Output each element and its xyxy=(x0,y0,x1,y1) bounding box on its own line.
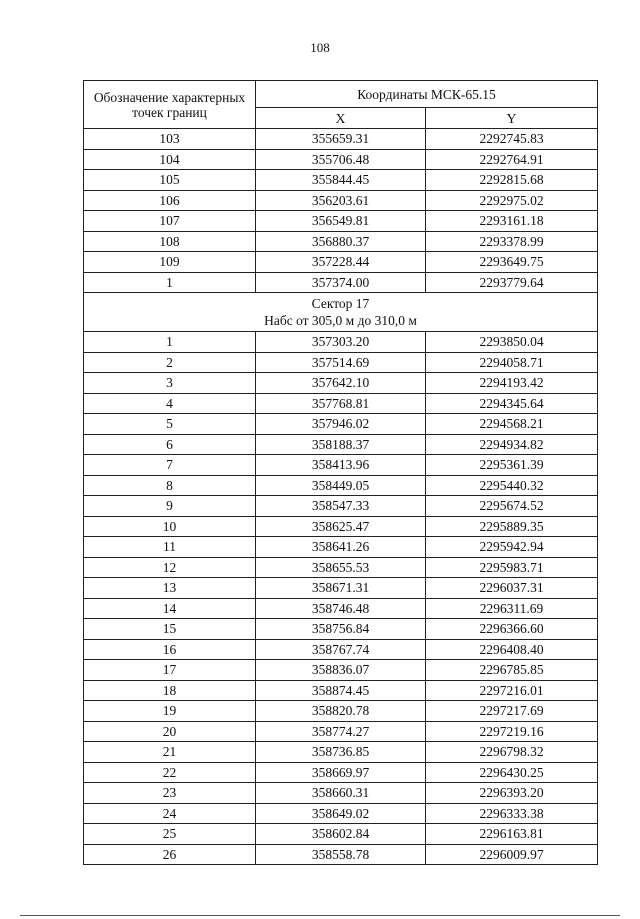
x-cell: 358413.96 xyxy=(256,455,426,476)
point-id-cell: 16 xyxy=(84,639,256,660)
y-cell: 2296393.20 xyxy=(426,783,598,804)
header-y: Y xyxy=(426,108,598,129)
table-row xyxy=(84,252,598,273)
table-row xyxy=(84,578,598,599)
x-cell: 358655.53 xyxy=(256,557,426,578)
x-cell: 357303.20 xyxy=(256,332,426,353)
point-id-cell: 14 xyxy=(84,598,256,619)
y-cell: 2296333.38 xyxy=(426,803,598,824)
table-row xyxy=(84,475,598,496)
table-row xyxy=(84,393,598,414)
point-id-cell: 108 xyxy=(84,231,256,252)
y-cell: 2294345.64 xyxy=(426,393,598,414)
y-cell: 2296037.31 xyxy=(426,578,598,599)
point-id-cell: 12 xyxy=(84,557,256,578)
x-cell: 358641.26 xyxy=(256,537,426,558)
point-id-cell: 23 xyxy=(84,783,256,804)
table-row xyxy=(84,639,598,660)
table-row xyxy=(84,803,598,824)
y-cell: 2294058.71 xyxy=(426,352,598,373)
table-row xyxy=(84,352,598,373)
x-cell: 357374.00 xyxy=(256,272,426,293)
x-cell: 358836.07 xyxy=(256,660,426,681)
table-row xyxy=(84,783,598,804)
table-row xyxy=(84,619,598,640)
x-cell: 358547.33 xyxy=(256,496,426,517)
table-row xyxy=(84,332,598,353)
x-cell: 357642.10 xyxy=(256,373,426,394)
y-cell: 2295889.35 xyxy=(426,516,598,537)
point-id-cell: 25 xyxy=(84,824,256,845)
table-row xyxy=(84,434,598,455)
sector-row xyxy=(84,293,598,332)
table-row xyxy=(84,680,598,701)
x-cell: 358874.45 xyxy=(256,680,426,701)
y-cell: 2295440.32 xyxy=(426,475,598,496)
table-row xyxy=(84,844,598,865)
page-bottom-rule xyxy=(20,915,620,916)
y-cell: 2292764.91 xyxy=(426,149,598,170)
y-cell: 2296163.81 xyxy=(426,824,598,845)
y-cell: 2297217.69 xyxy=(426,701,598,722)
sector-subtitle: Набс от 305,0 м до 310,0 м xyxy=(264,313,417,328)
header-point-designation: Обозначение характерных точек границ xyxy=(84,81,256,129)
point-id-cell: 1 xyxy=(84,272,256,293)
header-row xyxy=(84,81,598,108)
point-id-cell: 26 xyxy=(84,844,256,865)
x-cell: 355844.45 xyxy=(256,170,426,191)
y-cell: 2296408.40 xyxy=(426,639,598,660)
x-cell: 355659.31 xyxy=(256,129,426,150)
y-cell: 2293649.75 xyxy=(426,252,598,273)
y-cell: 2295361.39 xyxy=(426,455,598,476)
point-id-cell: 17 xyxy=(84,660,256,681)
point-id-cell: 7 xyxy=(84,455,256,476)
point-id-cell: 103 xyxy=(84,129,256,150)
point-id-cell: 10 xyxy=(84,516,256,537)
table-row xyxy=(84,660,598,681)
header-coordinates: Координаты МСК-65.15 xyxy=(256,81,598,108)
x-cell: 358774.27 xyxy=(256,721,426,742)
y-cell: 2292745.83 xyxy=(426,129,598,150)
y-cell: 2296366.60 xyxy=(426,619,598,640)
y-cell: 2292815.68 xyxy=(426,170,598,191)
x-cell: 356880.37 xyxy=(256,231,426,252)
y-cell: 2296311.69 xyxy=(426,598,598,619)
table-row xyxy=(84,701,598,722)
table-row xyxy=(84,170,598,191)
table-row xyxy=(84,373,598,394)
y-cell: 2297219.16 xyxy=(426,721,598,742)
point-id-cell: 22 xyxy=(84,762,256,783)
y-cell: 2296798.32 xyxy=(426,742,598,763)
y-cell: 2294568.21 xyxy=(426,414,598,435)
y-cell: 2295942.94 xyxy=(426,537,598,558)
table-row xyxy=(84,742,598,763)
y-cell: 2296009.97 xyxy=(426,844,598,865)
y-cell: 2294934.82 xyxy=(426,434,598,455)
table-row xyxy=(84,455,598,476)
x-cell: 358660.31 xyxy=(256,783,426,804)
x-cell: 358558.78 xyxy=(256,844,426,865)
x-cell: 358449.05 xyxy=(256,475,426,496)
table-row xyxy=(84,824,598,845)
x-cell: 358649.02 xyxy=(256,803,426,824)
point-id-cell: 4 xyxy=(84,393,256,414)
table-row xyxy=(84,598,598,619)
table-row xyxy=(84,557,598,578)
y-cell: 2295674.52 xyxy=(426,496,598,517)
x-cell: 357514.69 xyxy=(256,352,426,373)
y-cell: 2293378.99 xyxy=(426,231,598,252)
point-id-cell: 8 xyxy=(84,475,256,496)
x-cell: 358188.37 xyxy=(256,434,426,455)
y-cell: 2293779.64 xyxy=(426,272,598,293)
coordinates-table xyxy=(83,80,598,865)
x-cell: 357768.81 xyxy=(256,393,426,414)
x-cell: 358625.47 xyxy=(256,516,426,537)
x-cell: 356203.61 xyxy=(256,190,426,211)
point-id-cell: 19 xyxy=(84,701,256,722)
point-id-cell: 20 xyxy=(84,721,256,742)
y-cell: 2294193.42 xyxy=(426,373,598,394)
x-cell: 355706.48 xyxy=(256,149,426,170)
x-cell: 358602.84 xyxy=(256,824,426,845)
point-id-cell: 6 xyxy=(84,434,256,455)
table-row xyxy=(84,762,598,783)
x-cell: 357946.02 xyxy=(256,414,426,435)
table-row xyxy=(84,272,598,293)
point-id-cell: 107 xyxy=(84,211,256,232)
y-cell: 2297216.01 xyxy=(426,680,598,701)
point-id-cell: 11 xyxy=(84,537,256,558)
x-cell: 356549.81 xyxy=(256,211,426,232)
x-cell: 358820.78 xyxy=(256,701,426,722)
point-id-cell: 1 xyxy=(84,332,256,353)
table-row xyxy=(84,537,598,558)
point-id-cell: 15 xyxy=(84,619,256,640)
x-cell: 358767.74 xyxy=(256,639,426,660)
table-row xyxy=(84,721,598,742)
point-id-cell: 9 xyxy=(84,496,256,517)
point-id-cell: 21 xyxy=(84,742,256,763)
table-row xyxy=(84,129,598,150)
point-id-cell: 3 xyxy=(84,373,256,394)
point-id-cell: 106 xyxy=(84,190,256,211)
y-cell: 2293161.18 xyxy=(426,211,598,232)
y-cell: 2296430.25 xyxy=(426,762,598,783)
point-id-cell: 105 xyxy=(84,170,256,191)
table-row xyxy=(84,496,598,517)
header-x: X xyxy=(256,108,426,129)
y-cell: 2296785.85 xyxy=(426,660,598,681)
y-cell: 2292975.02 xyxy=(426,190,598,211)
page-number: 108 xyxy=(310,40,330,55)
x-cell: 358746.48 xyxy=(256,598,426,619)
y-cell: 2293850.04 xyxy=(426,332,598,353)
point-id-cell: 104 xyxy=(84,149,256,170)
point-id-cell: 109 xyxy=(84,252,256,273)
table-row xyxy=(84,211,598,232)
x-cell: 357228.44 xyxy=(256,252,426,273)
x-cell: 358671.31 xyxy=(256,578,426,599)
point-id-cell: 24 xyxy=(84,803,256,824)
point-id-cell: 18 xyxy=(84,680,256,701)
table-row xyxy=(84,190,598,211)
point-id-cell: 13 xyxy=(84,578,256,599)
sector-title: Сектор 17 xyxy=(311,296,370,311)
table-row xyxy=(84,149,598,170)
x-cell: 358756.84 xyxy=(256,619,426,640)
table-row xyxy=(84,516,598,537)
x-cell: 358669.97 xyxy=(256,762,426,783)
sector-cell xyxy=(84,293,598,332)
table-row xyxy=(84,231,598,252)
x-cell: 358736.85 xyxy=(256,742,426,763)
table-row xyxy=(84,414,598,435)
point-id-cell: 2 xyxy=(84,352,256,373)
point-id-cell: 5 xyxy=(84,414,256,435)
y-cell: 2295983.71 xyxy=(426,557,598,578)
